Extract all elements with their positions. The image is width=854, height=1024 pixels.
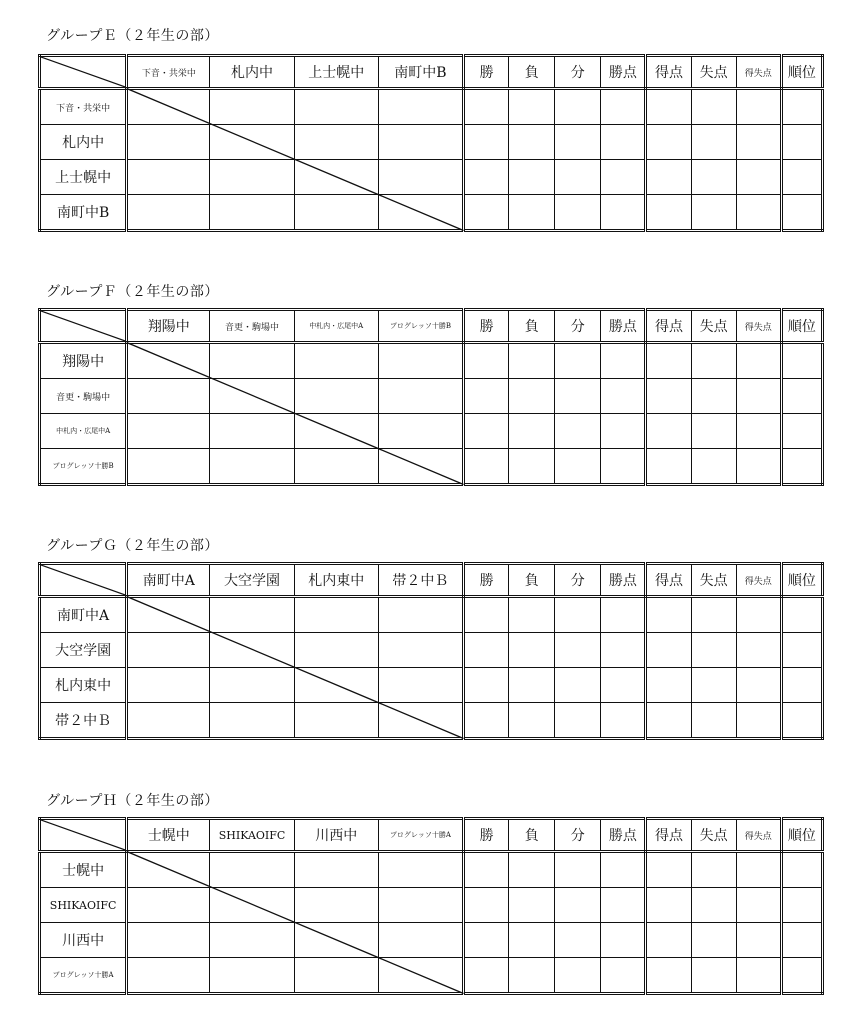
stat-cell[interactable] bbox=[781, 379, 822, 414]
stat-cell[interactable] bbox=[736, 888, 781, 923]
stat-cell[interactable] bbox=[509, 852, 555, 888]
header-win: 勝 bbox=[464, 310, 509, 343]
stat-cell[interactable] bbox=[781, 414, 822, 449]
header-goal-diff: 得失点 bbox=[736, 819, 781, 852]
row-team: 下音・共栄中 bbox=[40, 89, 127, 125]
row-team: 帯２中Ｂ bbox=[40, 703, 127, 739]
result-cell[interactable] bbox=[294, 89, 378, 125]
stat-cell[interactable] bbox=[691, 668, 736, 703]
stat-cell[interactable] bbox=[646, 888, 691, 923]
column-team: SHIKAOIFC bbox=[210, 819, 294, 852]
stat-cell[interactable] bbox=[601, 125, 646, 160]
result-cell[interactable] bbox=[294, 343, 378, 379]
result-cell[interactable] bbox=[378, 923, 463, 958]
stat-cell[interactable] bbox=[464, 449, 509, 485]
stat-cell[interactable] bbox=[646, 125, 691, 160]
stat-cell[interactable] bbox=[555, 195, 601, 231]
result-cell[interactable] bbox=[378, 597, 463, 633]
header-goals-for: 得点 bbox=[646, 310, 691, 343]
corner-cell bbox=[40, 819, 127, 852]
stat-cell[interactable] bbox=[691, 888, 736, 923]
stat-cell[interactable] bbox=[555, 343, 601, 379]
diagonal-cell bbox=[127, 343, 210, 379]
row-team: 上士幌中 bbox=[40, 160, 127, 195]
stat-cell[interactable] bbox=[555, 668, 601, 703]
stat-cell[interactable] bbox=[781, 923, 822, 958]
stat-cell[interactable] bbox=[781, 125, 822, 160]
column-team: 上士幌中 bbox=[294, 56, 378, 89]
stat-cell[interactable] bbox=[464, 160, 509, 195]
stat-cell[interactable] bbox=[555, 633, 601, 668]
stat-cell[interactable] bbox=[691, 160, 736, 195]
result-cell[interactable] bbox=[127, 668, 210, 703]
stat-cell[interactable] bbox=[509, 379, 555, 414]
stat-cell[interactable] bbox=[555, 852, 601, 888]
header-goal-diff: 得失点 bbox=[736, 564, 781, 597]
stat-cell[interactable] bbox=[555, 923, 601, 958]
stat-cell[interactable] bbox=[464, 958, 509, 994]
league-table bbox=[38, 54, 824, 232]
result-cell[interactable] bbox=[378, 343, 463, 379]
row-team: 札内東中 bbox=[40, 668, 127, 703]
stat-cell[interactable] bbox=[781, 160, 822, 195]
result-cell[interactable] bbox=[127, 703, 210, 739]
header-win: 勝 bbox=[464, 56, 509, 89]
stat-cell[interactable] bbox=[464, 852, 509, 888]
stat-cell[interactable] bbox=[464, 633, 509, 668]
result-cell[interactable] bbox=[127, 633, 210, 668]
stat-cell[interactable] bbox=[601, 195, 646, 231]
stat-cell[interactable] bbox=[555, 888, 601, 923]
stat-cell[interactable] bbox=[464, 923, 509, 958]
stat-cell[interactable] bbox=[509, 633, 555, 668]
stat-cell[interactable] bbox=[781, 449, 822, 485]
stat-cell[interactable] bbox=[736, 923, 781, 958]
stat-cell[interactable] bbox=[555, 958, 601, 994]
header-rank: 順位 bbox=[781, 310, 822, 343]
column-team: 音更・駒場中 bbox=[210, 310, 294, 343]
result-cell[interactable] bbox=[378, 89, 463, 125]
header-goals-against: 失点 bbox=[691, 819, 736, 852]
result-cell[interactable] bbox=[294, 379, 378, 414]
stat-cell[interactable] bbox=[736, 703, 781, 739]
header-rank: 順位 bbox=[781, 819, 822, 852]
header-goals-against: 失点 bbox=[691, 310, 736, 343]
result-cell[interactable] bbox=[294, 703, 378, 739]
result-cell[interactable] bbox=[127, 414, 210, 449]
header-win: 勝 bbox=[464, 819, 509, 852]
stat-cell[interactable] bbox=[509, 888, 555, 923]
stat-cell[interactable] bbox=[601, 633, 646, 668]
column-team: 川西中 bbox=[294, 819, 378, 852]
row-team: 士幌中 bbox=[40, 852, 127, 888]
stat-cell[interactable] bbox=[464, 89, 509, 125]
stat-cell[interactable] bbox=[646, 89, 691, 125]
diagonal-cell bbox=[378, 958, 463, 994]
header-goals-against: 失点 bbox=[691, 56, 736, 89]
row-team: 音更・駒場中 bbox=[40, 379, 127, 414]
result-cell[interactable] bbox=[294, 958, 378, 994]
stat-cell[interactable] bbox=[601, 379, 646, 414]
stat-cell[interactable] bbox=[646, 597, 691, 633]
stat-cell[interactable] bbox=[509, 125, 555, 160]
column-team: 士幌中 bbox=[127, 819, 210, 852]
result-cell[interactable] bbox=[378, 633, 463, 668]
stat-cell[interactable] bbox=[646, 923, 691, 958]
row-team: 札内中 bbox=[40, 125, 127, 160]
result-cell[interactable] bbox=[210, 958, 294, 994]
header-rank: 順位 bbox=[781, 564, 822, 597]
group-title: グループＦ（２年生の部） bbox=[46, 284, 219, 300]
stat-cell[interactable] bbox=[509, 343, 555, 379]
stat-cell[interactable] bbox=[736, 958, 781, 994]
stat-cell[interactable] bbox=[691, 852, 736, 888]
stat-cell[interactable] bbox=[736, 414, 781, 449]
stat-cell[interactable] bbox=[601, 958, 646, 994]
stat-cell[interactable] bbox=[691, 958, 736, 994]
column-team: 帯２中Ｂ bbox=[378, 564, 463, 597]
result-cell[interactable] bbox=[294, 125, 378, 160]
result-cell[interactable] bbox=[294, 195, 378, 231]
column-team: 大空学園 bbox=[210, 564, 294, 597]
column-team: ブログレッソ十勝B bbox=[378, 310, 463, 343]
result-cell[interactable] bbox=[378, 125, 463, 160]
header-goal-diff: 得失点 bbox=[736, 310, 781, 343]
stat-cell[interactable] bbox=[555, 597, 601, 633]
row-team: 南町中B bbox=[40, 195, 127, 231]
stat-cell[interactable] bbox=[464, 379, 509, 414]
corner-cell bbox=[40, 564, 127, 597]
row-team: ブログレッソ十勝A bbox=[40, 958, 127, 994]
stat-cell[interactable] bbox=[509, 703, 555, 739]
stat-cell[interactable] bbox=[555, 703, 601, 739]
diagonal-cell bbox=[378, 195, 463, 231]
result-cell[interactable] bbox=[210, 343, 294, 379]
row-team: ブログレッソ十勝B bbox=[40, 449, 127, 485]
stat-cell[interactable] bbox=[736, 633, 781, 668]
diagonal-cell bbox=[210, 125, 294, 160]
stat-cell[interactable] bbox=[509, 195, 555, 231]
stat-cell[interactable] bbox=[555, 160, 601, 195]
stat-cell[interactable] bbox=[691, 343, 736, 379]
stat-cell[interactable] bbox=[691, 125, 736, 160]
stat-cell[interactable] bbox=[601, 343, 646, 379]
group-title: グループＧ（２年生の部） bbox=[46, 538, 219, 554]
stat-cell[interactable] bbox=[601, 89, 646, 125]
row-team: 南町中A bbox=[40, 597, 127, 633]
result-cell[interactable] bbox=[210, 923, 294, 958]
corner-cell bbox=[40, 310, 127, 343]
diagonal-cell bbox=[294, 414, 378, 449]
stat-cell[interactable] bbox=[601, 668, 646, 703]
stat-cell[interactable] bbox=[691, 703, 736, 739]
stat-cell[interactable] bbox=[736, 195, 781, 231]
result-cell[interactable] bbox=[127, 125, 210, 160]
stat-cell[interactable] bbox=[691, 597, 736, 633]
header-points: 勝点 bbox=[601, 310, 646, 343]
stat-cell[interactable] bbox=[736, 343, 781, 379]
stat-cell[interactable] bbox=[601, 703, 646, 739]
result-cell[interactable] bbox=[294, 633, 378, 668]
stat-cell[interactable] bbox=[781, 668, 822, 703]
result-cell[interactable] bbox=[294, 852, 378, 888]
result-cell[interactable] bbox=[378, 888, 463, 923]
league-table bbox=[38, 562, 824, 740]
stat-cell[interactable] bbox=[781, 888, 822, 923]
result-cell[interactable] bbox=[127, 379, 210, 414]
stat-cell[interactable] bbox=[601, 160, 646, 195]
stat-cell[interactable] bbox=[781, 958, 822, 994]
header-loss: 負 bbox=[509, 564, 555, 597]
stat-cell[interactable] bbox=[691, 449, 736, 485]
stat-cell[interactable] bbox=[464, 343, 509, 379]
stat-cell[interactable] bbox=[601, 923, 646, 958]
stat-cell[interactable] bbox=[646, 195, 691, 231]
stat-cell[interactable] bbox=[691, 379, 736, 414]
diagonal-cell bbox=[378, 703, 463, 739]
stat-cell[interactable] bbox=[464, 195, 509, 231]
stat-cell[interactable] bbox=[736, 160, 781, 195]
stat-cell[interactable] bbox=[781, 343, 822, 379]
stat-cell[interactable] bbox=[601, 597, 646, 633]
stat-cell[interactable] bbox=[464, 668, 509, 703]
result-cell[interactable] bbox=[210, 89, 294, 125]
diagonal-cell bbox=[294, 160, 378, 195]
stat-cell[interactable] bbox=[736, 668, 781, 703]
diagonal-cell bbox=[210, 888, 294, 923]
row-team: 大空学園 bbox=[40, 633, 127, 668]
stat-cell[interactable] bbox=[646, 633, 691, 668]
header-loss: 負 bbox=[509, 310, 555, 343]
stat-cell[interactable] bbox=[555, 125, 601, 160]
stat-cell[interactable] bbox=[781, 89, 822, 125]
stat-cell[interactable] bbox=[781, 597, 822, 633]
stat-cell[interactable] bbox=[509, 414, 555, 449]
header-goals-against: 失点 bbox=[691, 564, 736, 597]
stat-cell[interactable] bbox=[601, 888, 646, 923]
result-cell[interactable] bbox=[294, 888, 378, 923]
stat-cell[interactable] bbox=[509, 449, 555, 485]
stat-cell[interactable] bbox=[646, 668, 691, 703]
result-cell[interactable] bbox=[210, 597, 294, 633]
header-goals-for: 得点 bbox=[646, 564, 691, 597]
result-cell[interactable] bbox=[210, 668, 294, 703]
result-cell[interactable] bbox=[127, 888, 210, 923]
result-cell[interactable] bbox=[378, 379, 463, 414]
stat-cell[interactable] bbox=[555, 414, 601, 449]
stat-cell[interactable] bbox=[646, 958, 691, 994]
result-cell[interactable] bbox=[378, 160, 463, 195]
header-win: 勝 bbox=[464, 564, 509, 597]
column-team: 南町中B bbox=[378, 56, 463, 89]
stat-cell[interactable] bbox=[509, 89, 555, 125]
stat-cell[interactable] bbox=[509, 668, 555, 703]
column-team: ブログレッソ十勝A bbox=[378, 819, 463, 852]
result-cell[interactable] bbox=[210, 160, 294, 195]
header-draw: 分 bbox=[555, 310, 601, 343]
stat-cell[interactable] bbox=[736, 852, 781, 888]
stat-cell[interactable] bbox=[509, 958, 555, 994]
header-points: 勝点 bbox=[601, 564, 646, 597]
stat-cell[interactable] bbox=[781, 703, 822, 739]
stat-cell[interactable] bbox=[736, 89, 781, 125]
group-title: グループＥ（２年生の部） bbox=[46, 28, 219, 44]
column-team: 下音・共栄中 bbox=[127, 56, 210, 89]
league-table bbox=[38, 817, 824, 995]
header-points: 勝点 bbox=[601, 56, 646, 89]
stat-cell[interactable] bbox=[601, 852, 646, 888]
result-cell[interactable] bbox=[127, 160, 210, 195]
result-cell[interactable] bbox=[210, 449, 294, 485]
stat-cell[interactable] bbox=[464, 414, 509, 449]
header-goals-for: 得点 bbox=[646, 56, 691, 89]
column-team: 中札内・広尾中A bbox=[294, 310, 378, 343]
column-team: 札内東中 bbox=[294, 564, 378, 597]
result-cell[interactable] bbox=[294, 597, 378, 633]
row-team: SHIKAOIFC bbox=[40, 888, 127, 923]
result-cell[interactable] bbox=[210, 195, 294, 231]
header-rank: 順位 bbox=[781, 56, 822, 89]
result-cell[interactable] bbox=[378, 668, 463, 703]
diagonal-cell bbox=[210, 379, 294, 414]
stat-cell[interactable] bbox=[601, 449, 646, 485]
row-team: 中札内・広尾中A bbox=[40, 414, 127, 449]
diagonal-cell bbox=[294, 923, 378, 958]
stat-cell[interactable] bbox=[601, 414, 646, 449]
result-cell[interactable] bbox=[127, 958, 210, 994]
stat-cell[interactable] bbox=[691, 923, 736, 958]
stat-cell[interactable] bbox=[781, 633, 822, 668]
header-goals-for: 得点 bbox=[646, 819, 691, 852]
result-cell[interactable] bbox=[378, 852, 463, 888]
stat-cell[interactable] bbox=[691, 89, 736, 125]
stat-cell[interactable] bbox=[464, 125, 509, 160]
column-team: 翔陽中 bbox=[127, 310, 210, 343]
league-table bbox=[38, 308, 824, 486]
diagonal-cell bbox=[210, 633, 294, 668]
stat-cell[interactable] bbox=[781, 852, 822, 888]
stat-cell[interactable] bbox=[646, 703, 691, 739]
stat-cell[interactable] bbox=[555, 449, 601, 485]
stat-cell[interactable] bbox=[781, 195, 822, 231]
stat-cell[interactable] bbox=[646, 343, 691, 379]
stat-cell[interactable] bbox=[646, 414, 691, 449]
stat-cell[interactable] bbox=[736, 125, 781, 160]
stat-cell[interactable] bbox=[646, 379, 691, 414]
result-cell[interactable] bbox=[127, 923, 210, 958]
corner-cell bbox=[40, 56, 127, 89]
stat-cell[interactable] bbox=[691, 195, 736, 231]
diagonal-cell bbox=[127, 852, 210, 888]
stat-cell[interactable] bbox=[509, 160, 555, 195]
diagonal-cell bbox=[378, 449, 463, 485]
stat-cell[interactable] bbox=[464, 703, 509, 739]
stat-cell[interactable] bbox=[691, 633, 736, 668]
header-goal-diff: 得失点 bbox=[736, 56, 781, 89]
stat-cell[interactable] bbox=[646, 160, 691, 195]
stat-cell[interactable] bbox=[646, 449, 691, 485]
result-cell[interactable] bbox=[127, 449, 210, 485]
diagonal-cell bbox=[127, 89, 210, 125]
stat-cell[interactable] bbox=[646, 852, 691, 888]
stat-cell[interactable] bbox=[736, 597, 781, 633]
stat-cell[interactable] bbox=[736, 379, 781, 414]
result-cell[interactable] bbox=[127, 195, 210, 231]
diagonal-cell bbox=[127, 597, 210, 633]
header-loss: 負 bbox=[509, 56, 555, 89]
header-points: 勝点 bbox=[601, 819, 646, 852]
stat-cell[interactable] bbox=[691, 414, 736, 449]
stat-cell[interactable] bbox=[736, 449, 781, 485]
column-team: 南町中A bbox=[127, 564, 210, 597]
stat-cell[interactable] bbox=[464, 597, 509, 633]
stat-cell[interactable] bbox=[509, 923, 555, 958]
header-draw: 分 bbox=[555, 819, 601, 852]
result-cell[interactable] bbox=[210, 414, 294, 449]
row-team: 翔陽中 bbox=[40, 343, 127, 379]
result-cell[interactable] bbox=[210, 703, 294, 739]
stat-cell[interactable] bbox=[509, 597, 555, 633]
header-draw: 分 bbox=[555, 56, 601, 89]
result-cell[interactable] bbox=[378, 414, 463, 449]
header-loss: 負 bbox=[509, 819, 555, 852]
stat-cell[interactable] bbox=[464, 888, 509, 923]
diagonal-cell bbox=[294, 668, 378, 703]
result-cell[interactable] bbox=[210, 852, 294, 888]
stat-cell[interactable] bbox=[555, 379, 601, 414]
header-draw: 分 bbox=[555, 564, 601, 597]
row-team: 川西中 bbox=[40, 923, 127, 958]
stat-cell[interactable] bbox=[555, 89, 601, 125]
result-cell[interactable] bbox=[294, 449, 378, 485]
column-team: 札内中 bbox=[210, 56, 294, 89]
group-title: グループＨ（２年生の部） bbox=[46, 793, 219, 809]
